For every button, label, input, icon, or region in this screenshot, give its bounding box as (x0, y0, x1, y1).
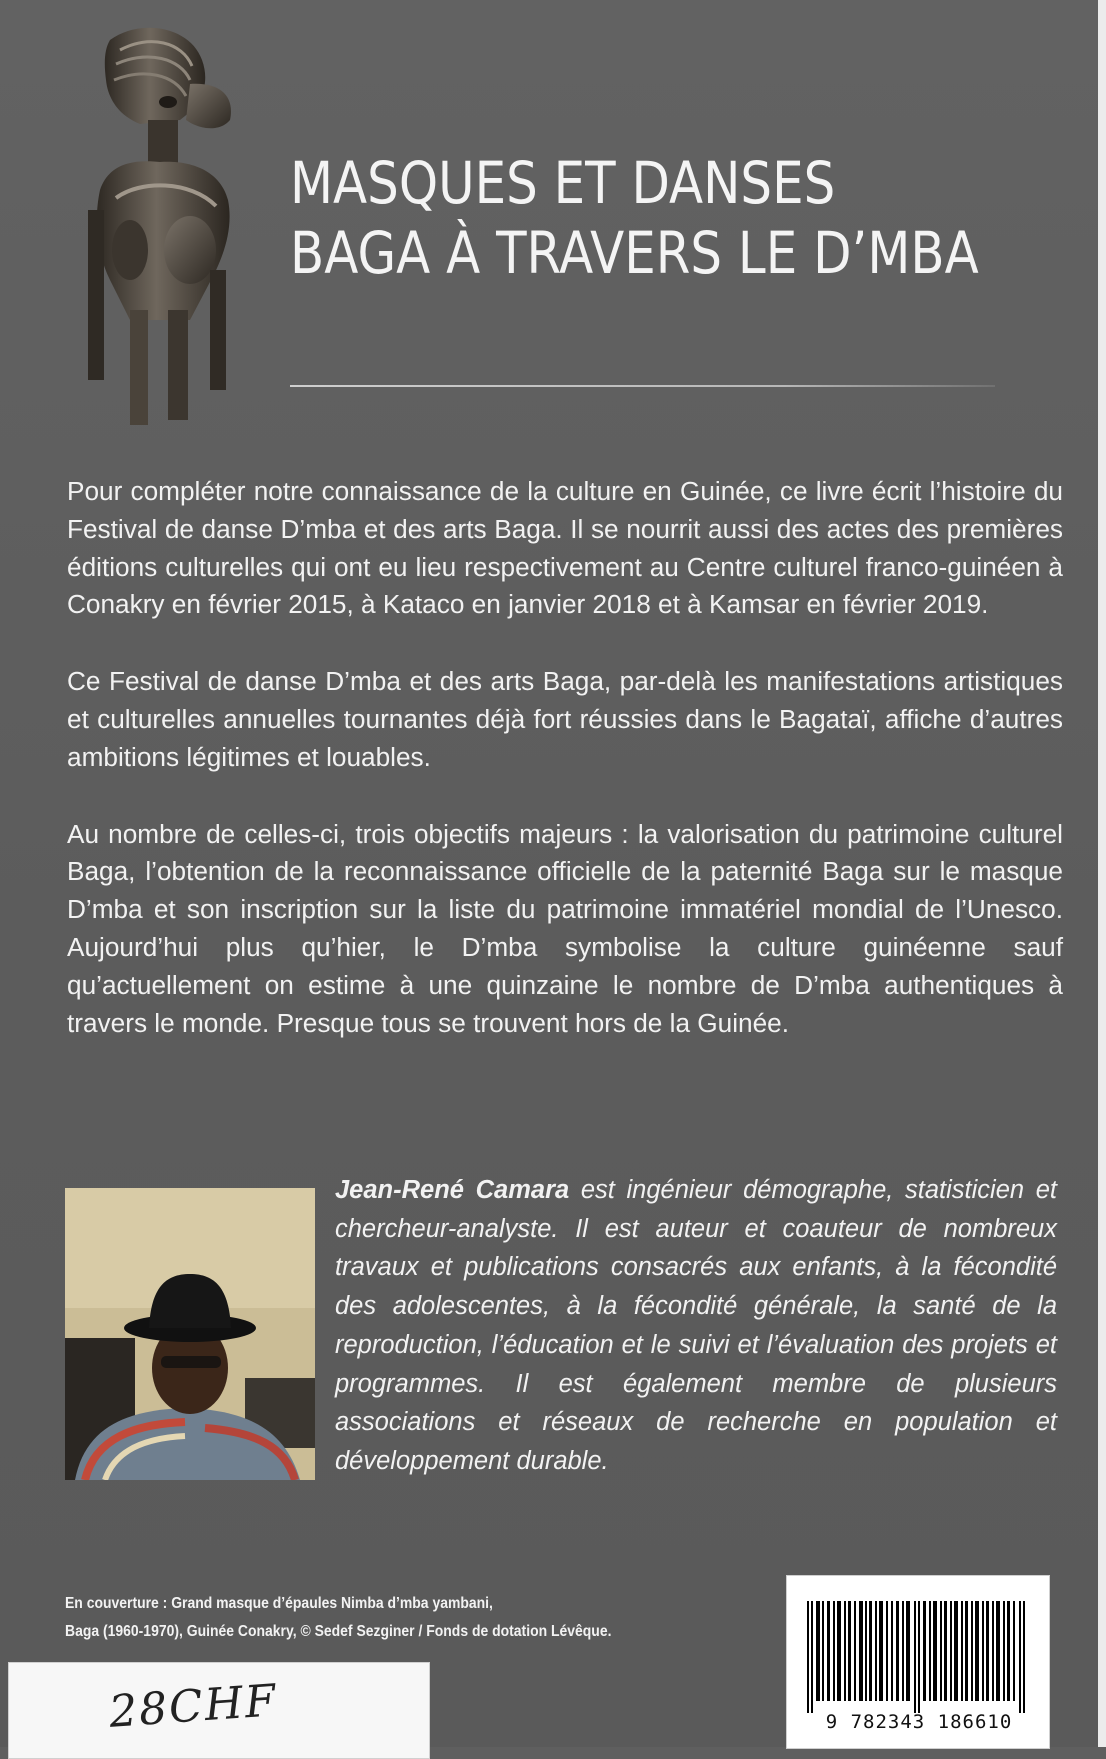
barcode-bars (807, 1601, 1029, 1713)
barcode (786, 1575, 1050, 1749)
author-name: Jean-René Camara (335, 1176, 570, 1204)
author-photo (65, 1188, 315, 1480)
description-paragraph-2: Ce Festival de danse D’mba et des arts Baga, par-delà les manifestations artistiques et culturelles annuelles tournantes déjà fort réussies dans le Bagataï, affiche d’autres ambitions légitimes et louables. (67, 666, 1063, 772)
cover-caption (65, 1590, 677, 1646)
book-title (290, 148, 1050, 288)
description-paragraph-3: Au nombre de celles-ci, trois objectifs majeurs : la valorisation du patrimoine culturel Baga, l’obtention de la reconnaissance officielle de la paternité Baga sur le masque D’mba et son inscription sur la liste du patrimoine immatériel mondial de l’Unesco. Aujourd’hui plus qu’hier, le D’mba symbolise la culture guinéenne sauf qu’actuellement on estime à une quinzaine le nombre de D’mba authentiques à travers le monde. Presque tous se trouvent hors de la Guinée. (67, 818, 1063, 1038)
title-divider (290, 385, 995, 387)
nimba-mask-image (70, 20, 245, 435)
caption-line-2: Baga (1960-1970), Guinée Conakry, © Sedef Sezginer / Fonds de dotation Lévêque. (65, 1623, 612, 1640)
price-sticker (8, 1662, 430, 1759)
author-biography (335, 1171, 1057, 1481)
isbn-number: 9 782343 186610 (825, 1711, 1013, 1733)
caption-label: En couverture : (65, 1595, 172, 1612)
title-line-1: MASQUES ET DANSES (290, 149, 836, 217)
title-line-2: BAGA À TRAVERS LE D’MBA (290, 219, 979, 287)
handwritten-price: 28CHF (107, 1675, 280, 1738)
author-bio-text: est ingénieur démographe, statisticien et chercheur-analyste. Il est auteur et coauteur de nombreux travaux et publications consacrés aux enfants, à la fécondité des adolescentes, à la fécondité générale, la santé de la reproduction, l’éducation et le suivi et l’évaluation des projets et programmes. Il est également membre de plusieurs associations et réseaux de recherche en population et développement durable. (335, 1176, 1057, 1475)
book-description (67, 473, 1063, 1081)
scan-edge (1098, 0, 1106, 1747)
description-paragraph-1: Pour compléter notre connaissance de la culture en Guinée, ce livre écrit l’histoire du Festival de danse D’mba et des arts Baga. Il se nourrit aussi des actes des premières éditions culturelles qui ont eu lieu respectivement au Centre culturel franco-guinéen à Conakry en février 2015, à Kataco en janvier 2018 et à Kamsar en février 2019. (67, 476, 1063, 620)
caption-line-1: Grand masque d’épaules Nimba d’mba yambani, (171, 1595, 493, 1612)
